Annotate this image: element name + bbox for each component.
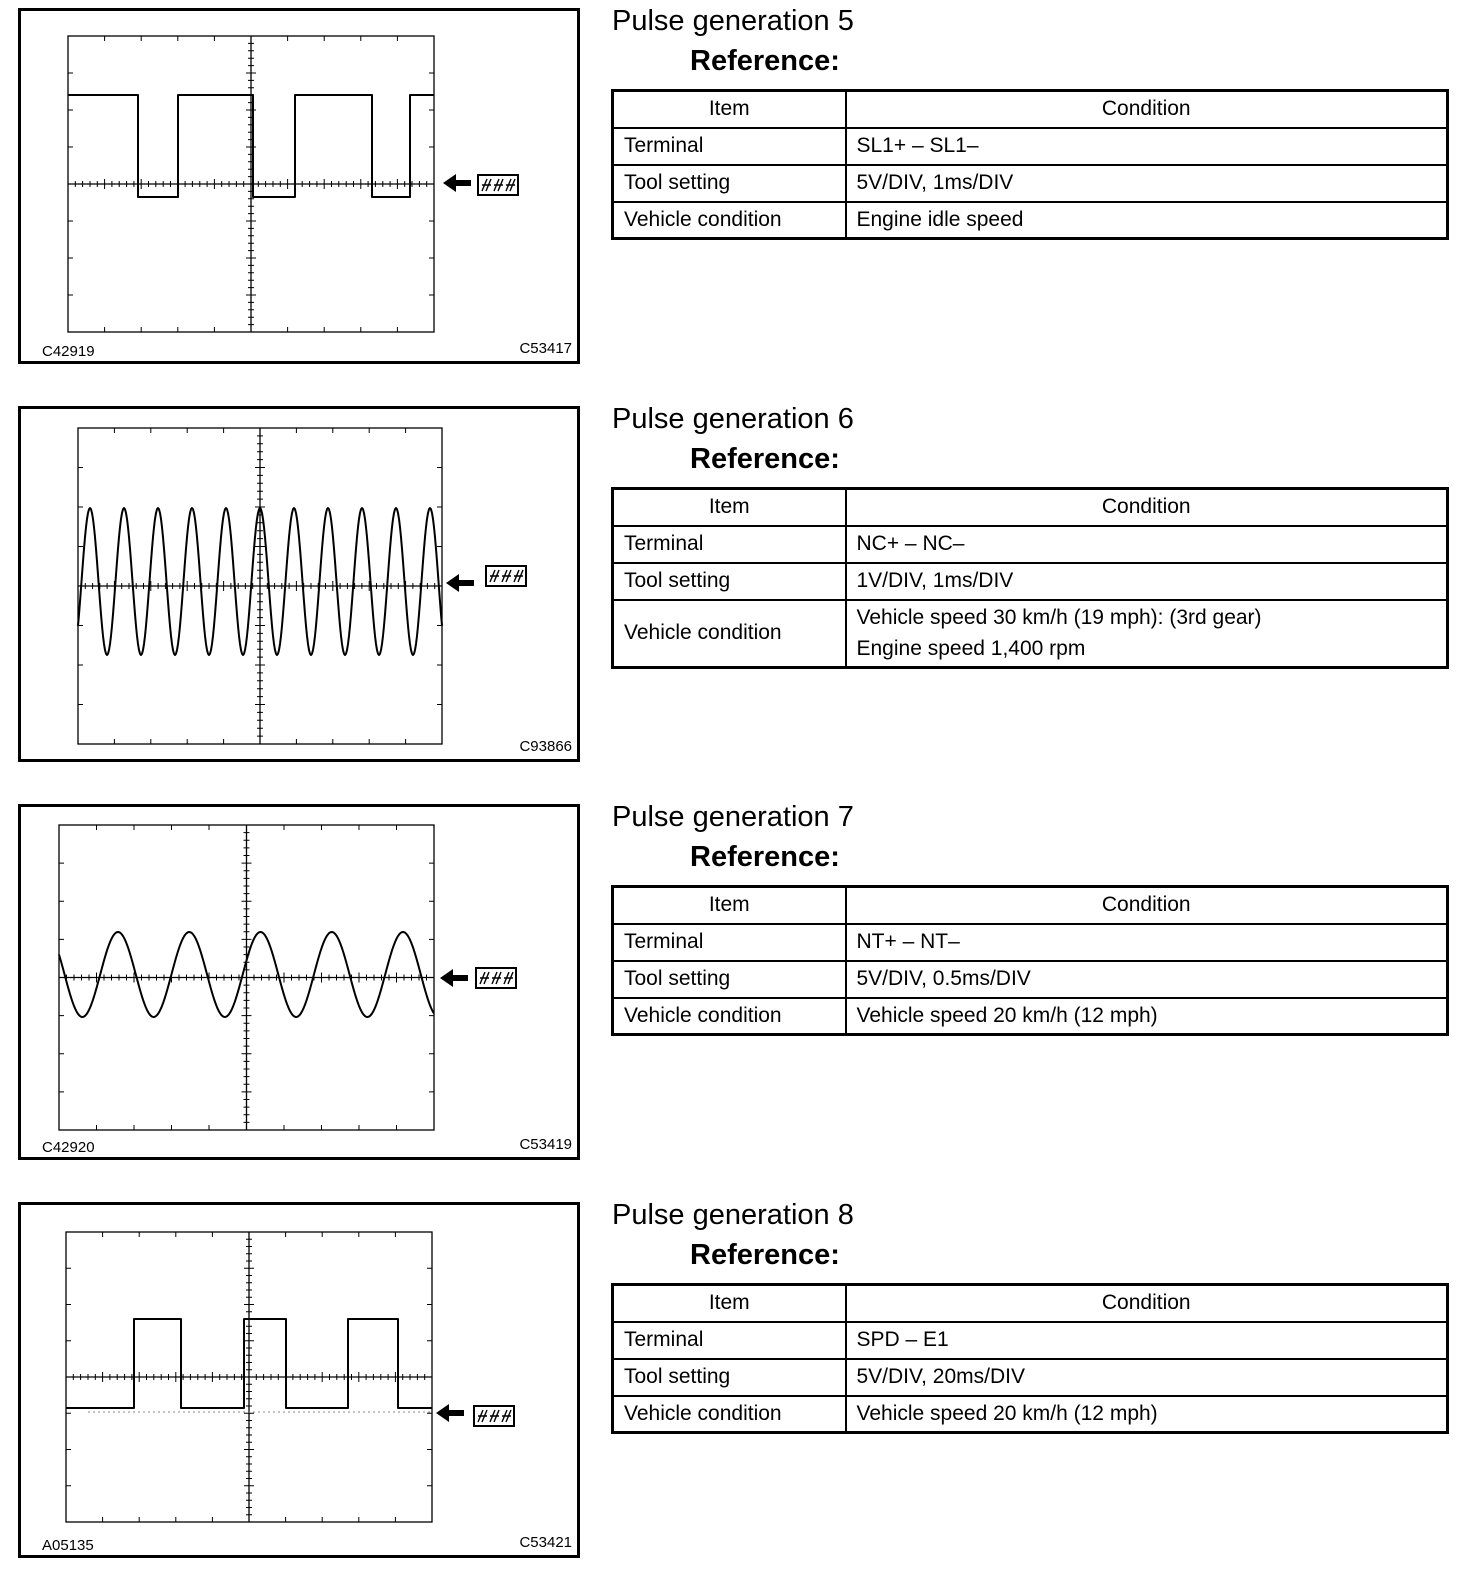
column-header-item: Item <box>613 887 846 924</box>
oscilloscope-figure <box>18 406 580 762</box>
table-header-row <box>613 489 1448 526</box>
table-row <box>613 924 1448 961</box>
item-cell: Tool setting <box>613 563 846 600</box>
condition-cell: NT+ – NT– <box>846 924 1448 961</box>
item-cell: Vehicle condition <box>613 202 846 239</box>
oscilloscope-waveform <box>18 406 580 762</box>
oscilloscope-figure <box>18 8 580 364</box>
section-title: Pulse generation 7 <box>612 801 854 833</box>
condition-cell: SL1+ – SL1– <box>846 128 1448 165</box>
column-header-condition: Condition <box>846 1285 1448 1322</box>
pulse-generation-7-section <box>0 796 1472 1166</box>
reference-heading: Reference: <box>690 443 840 475</box>
ground-symbol-pattern <box>482 179 515 191</box>
column-header-item: Item <box>613 1285 846 1322</box>
column-header-condition: Condition <box>846 91 1448 128</box>
reference-table <box>611 487 1449 669</box>
ground-symbol-icon <box>478 175 518 195</box>
condition-cell <box>846 600 1448 668</box>
oscilloscope-waveform <box>18 1202 580 1558</box>
table-row <box>613 526 1448 563</box>
condition-cell: Engine idle speed <box>846 202 1448 239</box>
condition-line: Engine speed 1,400 rpm <box>856 637 1086 661</box>
table-row <box>613 961 1448 998</box>
table-row <box>613 1322 1448 1359</box>
ground-symbol-icon <box>486 566 526 586</box>
item-cell: Terminal <box>613 526 846 563</box>
item-cell: Vehicle condition <box>613 998 846 1035</box>
item-cell: Tool setting <box>613 1359 846 1396</box>
condition-cell: NC+ – NC– <box>846 526 1448 563</box>
oscilloscope-figure <box>18 1202 580 1558</box>
reference-heading: Reference: <box>690 1239 840 1271</box>
condition-cell: Vehicle speed 20 km/h (12 mph) <box>846 998 1448 1035</box>
ground-symbol-pattern <box>480 972 513 984</box>
condition-cell: Vehicle speed 20 km/h (12 mph) <box>846 1396 1448 1433</box>
table-row <box>613 563 1448 600</box>
section-title: Pulse generation 8 <box>612 1199 854 1231</box>
table-header-row <box>613 887 1448 924</box>
ground-symbol-pattern <box>478 1410 511 1422</box>
condition-line: Vehicle speed 30 km/h (19 mph): (3rd gear) <box>856 606 1262 630</box>
column-header-item: Item <box>613 489 846 526</box>
item-cell: Tool setting <box>613 165 846 202</box>
pulse-generation-5-section <box>0 0 1472 370</box>
item-cell: Vehicle condition <box>613 1396 846 1433</box>
item-cell: Terminal <box>613 924 846 961</box>
column-header-condition: Condition <box>846 489 1448 526</box>
ground-symbol-icon <box>474 1406 514 1426</box>
figure-code-left: C42920 <box>42 1139 95 1156</box>
condition-cell: 5V/DIV, 1ms/DIV <box>846 165 1448 202</box>
reference-table <box>611 885 1449 1036</box>
oscilloscope-figure <box>18 804 580 1160</box>
figure-code-left: A05135 <box>42 1537 94 1554</box>
table-header-row <box>613 91 1448 128</box>
table-row <box>613 1359 1448 1396</box>
oscilloscope-waveform <box>18 804 580 1160</box>
item-cell: Tool setting <box>613 961 846 998</box>
ground-symbol-icon <box>476 968 516 988</box>
figure-code-right: C93866 <box>519 738 572 755</box>
column-header-item: Item <box>613 91 846 128</box>
condition-cell: 1V/DIV, 1ms/DIV <box>846 563 1448 600</box>
section-title: Pulse generation 6 <box>612 403 854 435</box>
reference-heading: Reference: <box>690 45 840 77</box>
reference-table <box>611 1283 1449 1434</box>
table-row <box>613 128 1448 165</box>
column-header-condition: Condition <box>846 887 1448 924</box>
pulse-generation-8-section <box>0 1194 1472 1564</box>
section-title: Pulse generation 5 <box>612 5 854 37</box>
figure-code-right: C53419 <box>519 1136 572 1153</box>
ground-symbol-pattern <box>490 570 523 582</box>
condition-cell: 5V/DIV, 20ms/DIV <box>846 1359 1448 1396</box>
oscilloscope-waveform <box>18 8 580 364</box>
item-cell: Terminal <box>613 128 846 165</box>
figure-border <box>20 1204 579 1557</box>
figure-code-right: C53421 <box>519 1534 572 1551</box>
table-row <box>613 165 1448 202</box>
table-row <box>613 1396 1448 1433</box>
figure-code-left: C42919 <box>42 343 95 360</box>
item-cell: Vehicle condition <box>613 600 846 668</box>
reference-heading: Reference: <box>690 841 840 873</box>
item-cell: Terminal <box>613 1322 846 1359</box>
condition-cell: SPD – E1 <box>846 1322 1448 1359</box>
reference-table <box>611 89 1449 240</box>
condition-cell: 5V/DIV, 0.5ms/DIV <box>846 961 1448 998</box>
figure-code-right: C53417 <box>519 340 572 357</box>
table-row <box>613 600 1448 668</box>
table-row <box>613 202 1448 239</box>
table-header-row <box>613 1285 1448 1322</box>
table-row <box>613 998 1448 1035</box>
pulse-generation-6-section <box>0 398 1472 768</box>
